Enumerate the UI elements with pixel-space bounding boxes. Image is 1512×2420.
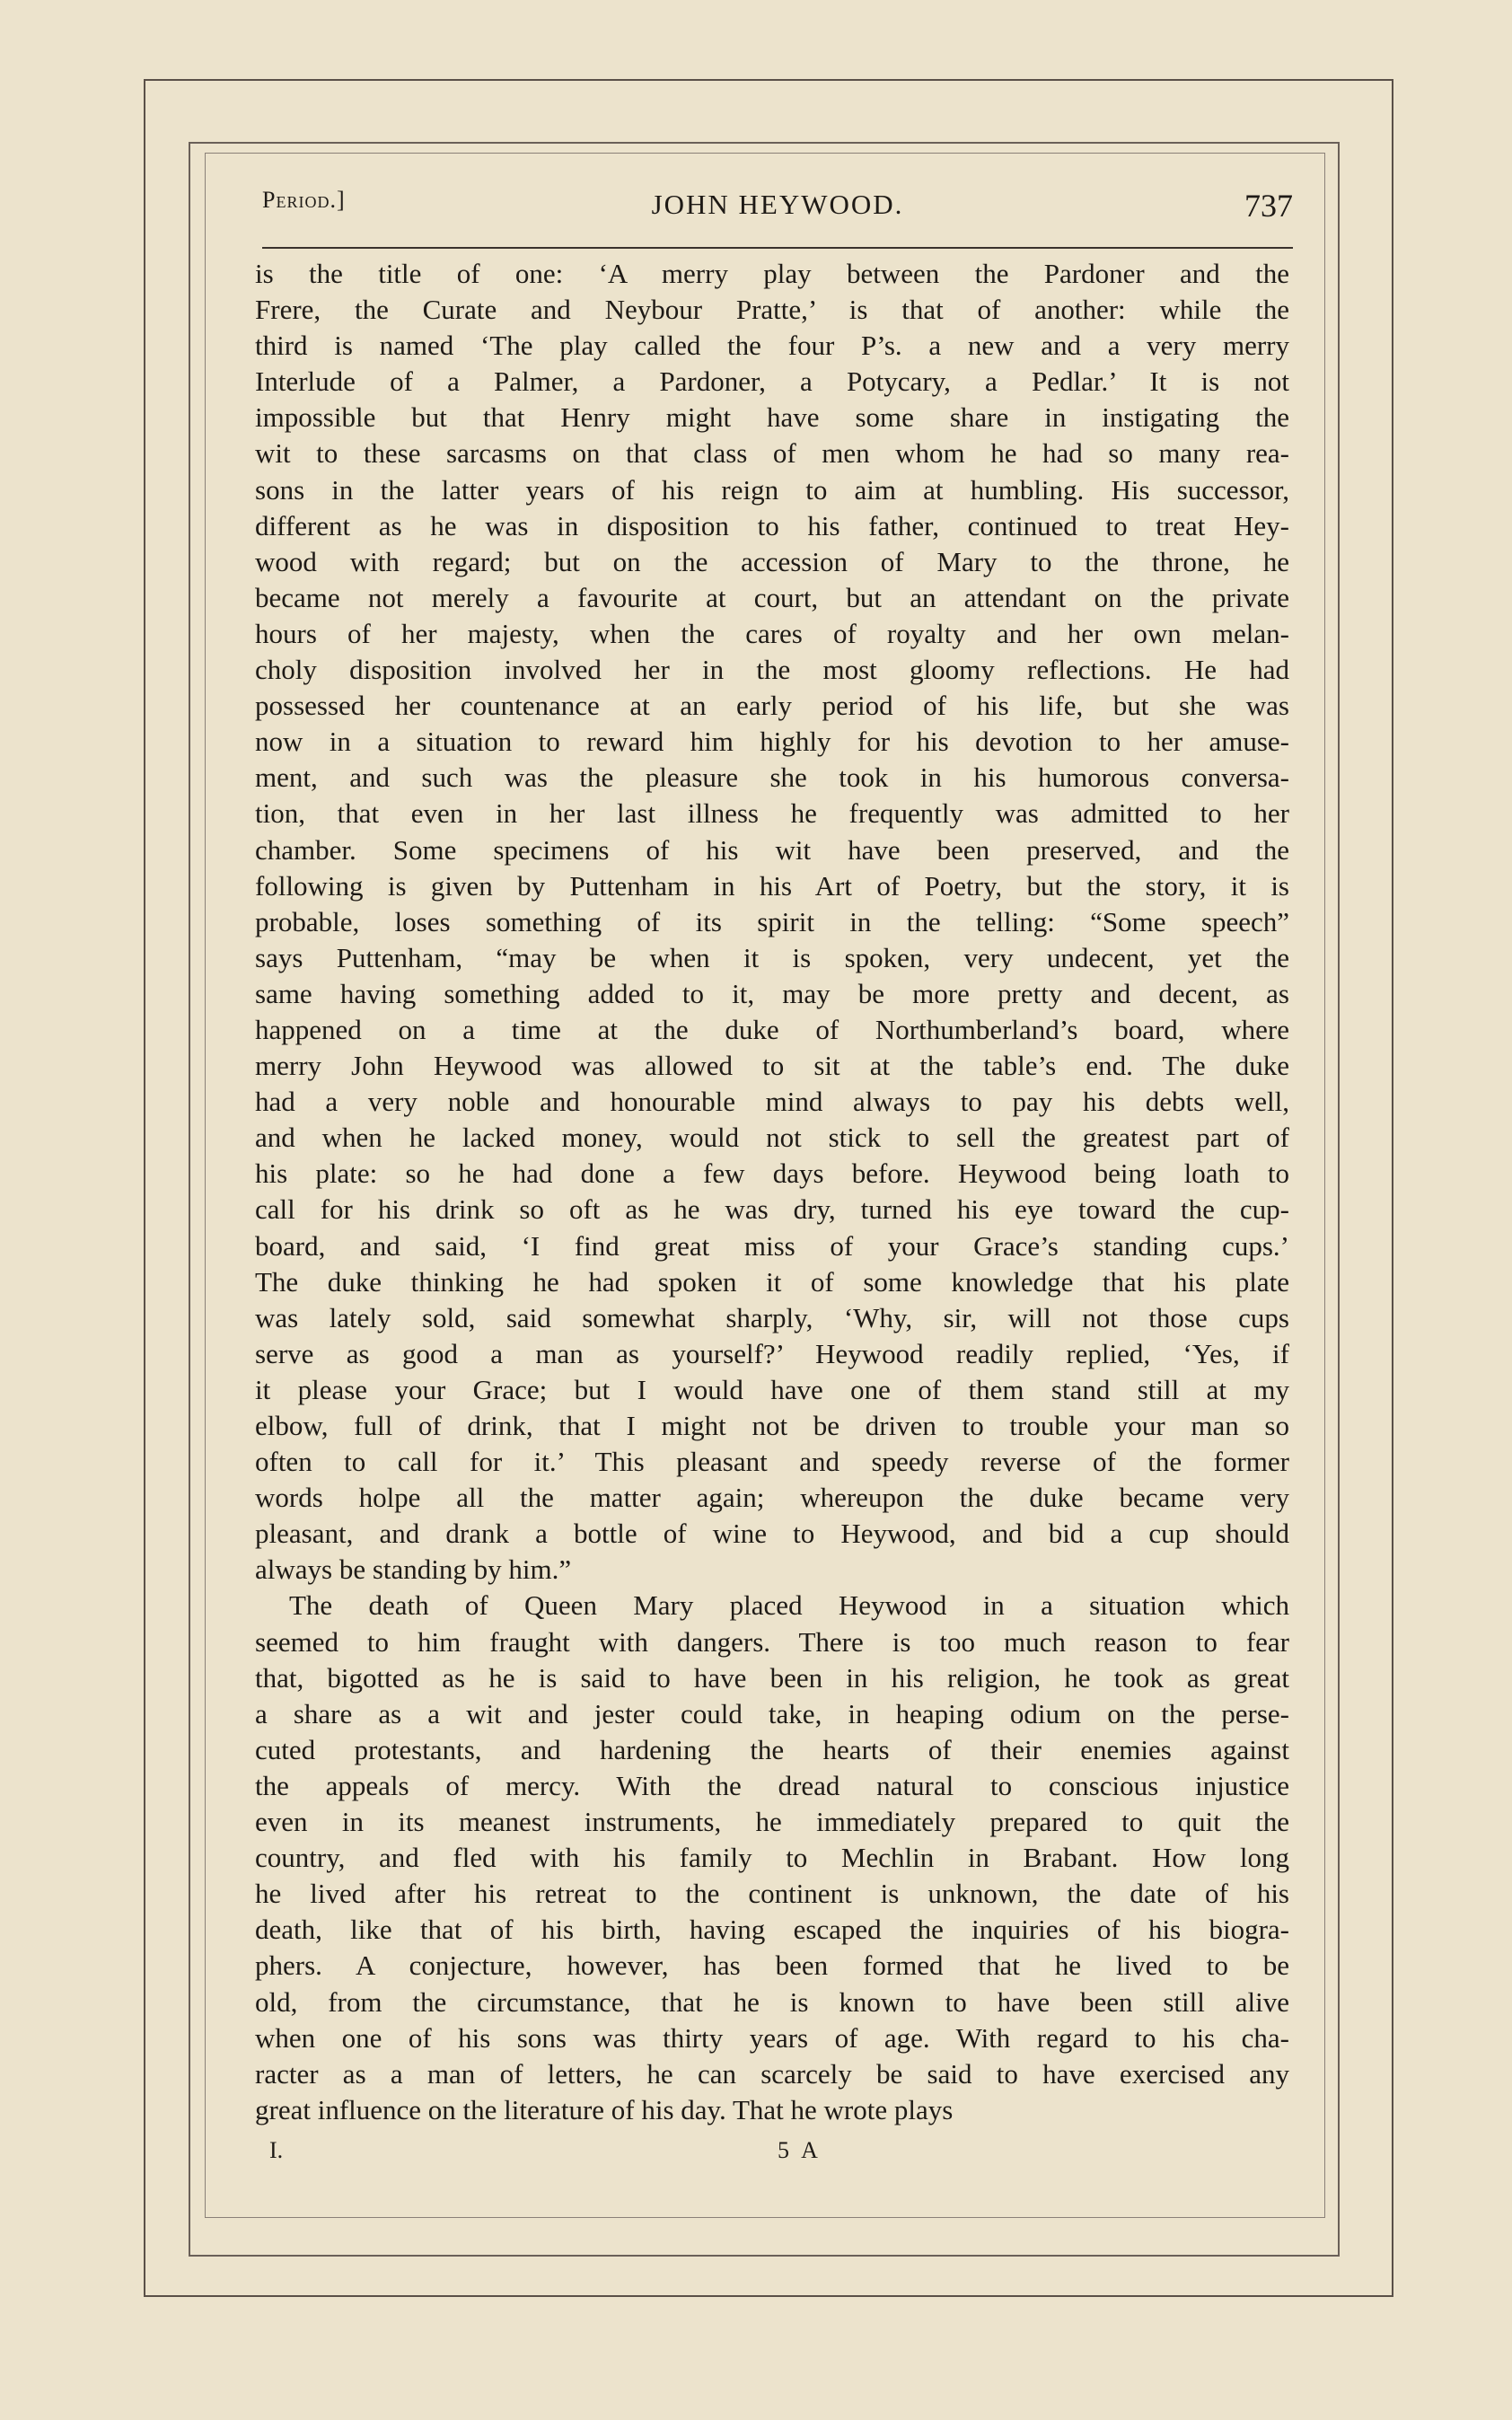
text-line: The duke thinking he had spoken it of some knowledge that his plate — [255, 1265, 1289, 1298]
text-line: a share as a wit and jester could take, in heaping odium on the perse- — [255, 1697, 1289, 1729]
text-line: probable, loses something of its spirit in the telling: “Some speech” — [255, 905, 1289, 937]
text-line: is the title of one: ‘A merry play between the Pardoner and the — [255, 258, 1289, 289]
text-line: racter as a man of letters, he can scarcely be said to have exercised any — [255, 2057, 1289, 2090]
text-line: different as he was in disposition to his father, continued to treat Hey- — [255, 509, 1289, 541]
text-line: call for his drink so oft as he was dry, turned his eye toward the cup- — [255, 1193, 1289, 1226]
text-line: the appeals of mercy. With the dread natural to conscious injustice — [255, 1769, 1289, 1801]
text-line: now in a situation to reward him highly for his devotion to her amuse- — [255, 726, 1289, 758]
header-rule — [262, 247, 1293, 249]
text-line: board, and said, ‘I find great miss of your Grace’s standing cups.’ — [255, 1229, 1289, 1262]
text-line: often to call for it.’ This pleasant and speedy reverse of the former — [255, 1446, 1289, 1478]
text-line: his plate: so he had done a few days before. Heywood being loath to — [255, 1157, 1289, 1190]
text-line: seemed to him fraught with dangers. There is too much reason to fear — [255, 1625, 1289, 1658]
text-line: he lived after his retreat to the continent is unknown, the date of his — [255, 1878, 1289, 1910]
text-line: tion, that even in her last illness he frequently was admitted to her — [255, 797, 1289, 830]
text-line: wit to these sarcasms on that class of men whom he had so many rea- — [255, 437, 1289, 470]
text-line: words holpe all the matter again; whereupon the duke became very — [255, 1482, 1289, 1514]
text-line: same having something added to it, may be more pretty and decent, as — [255, 977, 1289, 1009]
text-line: pleasant, and drank a bottle of wine to Heywood, and bid a cup should — [255, 1518, 1289, 1550]
text-line: following is given by Puttenham in his Art of Poetry, but the story, it is — [255, 869, 1289, 902]
text-line: old, from the circumstance, that he is known to have been still alive — [255, 1985, 1289, 2018]
text-line: country, and fled with his family to Mechlin in Brabant. How long — [255, 1842, 1289, 1874]
text-line: sons in the latter years of his reign to aim at humbling. His successor, — [255, 473, 1289, 506]
text-line: hours of her majesty, when the cares of royalty and her own melan- — [255, 617, 1289, 649]
header-period-label: Period.] — [262, 187, 346, 213]
text-line: had a very noble and honourable mind always to pay his debts well, — [255, 1086, 1289, 1118]
running-header — [262, 180, 1293, 237]
text-line: became not merely a favourite at court, but an attendant on the private — [255, 581, 1289, 613]
footer-signature-right: 5 A — [778, 2137, 822, 2163]
text-line: phers. A conjecture, however, has been formed that he lived to be — [255, 1949, 1289, 1982]
text-line: third is named ‘The play called the four P’s. a new and a very merry — [255, 330, 1289, 362]
text-line: Frere, the Curate and Neybour Pratte,’ is that of another: while the — [255, 294, 1289, 326]
text-line: impossible but that Henry might have some share in instigating the — [255, 401, 1289, 434]
text-line: Interlude of a Palmer, a Pardoner, a Potycary, a Pedlar.’ It is not — [255, 365, 1289, 398]
footer-signature-left: I. — [269, 2137, 284, 2163]
text-line: possessed her countenance at an early period of his life, but she was — [255, 690, 1289, 722]
text-line: serve as good a man as yourself?’ Heywood readily replied, ‘Yes, if — [255, 1337, 1289, 1369]
text-line: wood with regard; but on the accession of Mary to the throne, he — [255, 545, 1289, 577]
page-number: 737 — [1244, 188, 1293, 224]
text-line: ment, and such was the pleasure she took in his humorous conversa- — [255, 761, 1289, 794]
text-line: happened on a time at the duke of Northumberland’s board, where — [255, 1013, 1289, 1045]
header-title: JOHN HEYWOOD. — [651, 189, 904, 220]
text-line: when one of his sons was thirty years of age. With regard to his cha- — [255, 2021, 1289, 2054]
text-line: elbow, full of drink, that I might not be driven to trouble your man so — [255, 1410, 1289, 1441]
text-line: death, like that of his birth, having escaped the inquiries of his biogra- — [255, 1914, 1289, 1946]
text-line: always be standing by him.” — [255, 1553, 572, 1586]
text-line: merry John Heywood was allowed to sit at the table’s end. The duke — [255, 1050, 1289, 1082]
text-line: chamber. Some specimens of his wit have been preserved, and the — [255, 833, 1289, 866]
text-line: was lately sold, said somewhat sharply, ‘Why, sir, will not those cups — [255, 1301, 1289, 1333]
text-line: and when he lacked money, would not stick to sell the greatest part of — [255, 1122, 1289, 1154]
text-line: says Puttenham, “may be when it is spoken, very undecent, yet the — [255, 941, 1289, 973]
text-line: great influence on the literature of his day. That he wrote plays — [255, 2093, 954, 2125]
body-text — [255, 256, 1289, 2128]
text-line: even in its meanest instruments, he immediately prepared to quit the — [255, 1806, 1289, 1838]
text-line: cuted protestants, and hardening the hearts of their enemies against — [255, 1733, 1289, 1765]
page-footer — [262, 2137, 1070, 2173]
text-line: choly disposition involved her in the most gloomy reflections. He had — [255, 654, 1289, 686]
text-line: that, bigotted as he is said to have been in his religion, he took as great — [255, 1661, 1289, 1694]
text-line: The death of Queen Mary placed Heywood in a situation which — [289, 1589, 1289, 1622]
text-line: it please your Grace; but I would have one of them stand still at my — [255, 1373, 1289, 1405]
